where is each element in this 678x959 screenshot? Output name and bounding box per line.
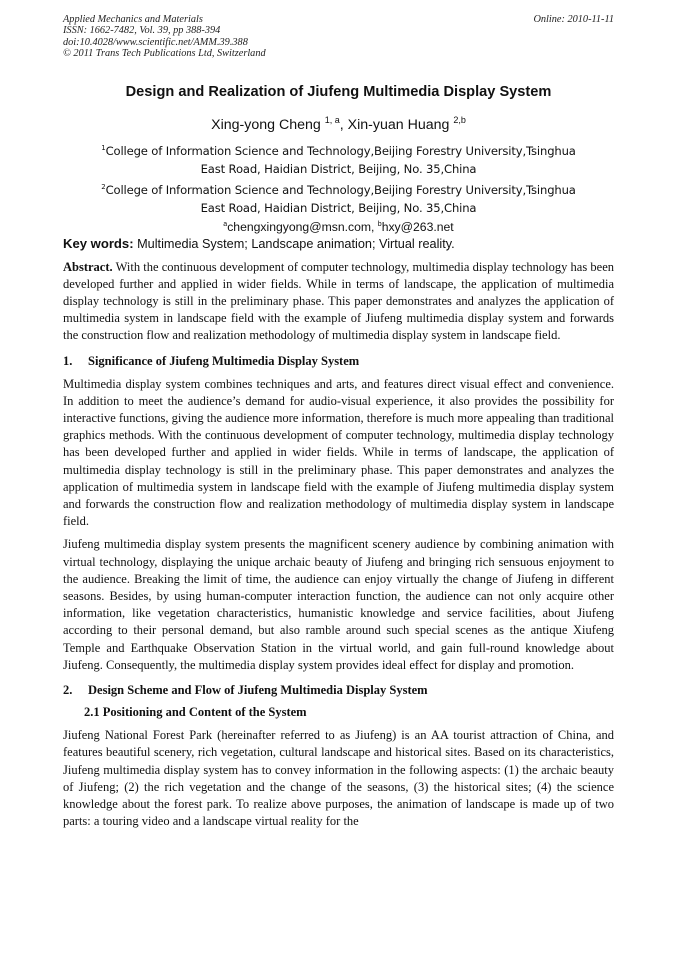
issn-line: ISSN: 1662-7482, Vol. 39, pp 388-394 <box>63 25 221 37</box>
author-emails <box>63 218 614 234</box>
abstract <box>63 259 614 345</box>
email-a: chengxingyong@msn.com, <box>227 219 378 234</box>
affiliation-1-line2: East Road, Haidian District, Beijing, No. 35,China <box>200 161 477 176</box>
keywords <box>63 236 614 251</box>
email-a-marker: a <box>223 220 228 228</box>
abstract-text: With the continuous development of computer technology, multimedia display technology has been developed further and applied in wider fields. While in terms of landscape, the application of multimedia display technology is still in the preliminary phase. This paper demonstrates and analyzes the application of multimedia system in landscape field with the example of Jiufeng multimedia display system and forwards the construction flow and realization methodology of multimedia display system in landscape field. <box>63 259 614 343</box>
affiliation-2-line1: College of Information Science and Technology,Beijing Forestry University,Tsinghua <box>105 182 576 197</box>
section-1-heading <box>63 354 614 369</box>
section-1-title: Significance of Jiufeng Multimedia Display System <box>88 353 360 368</box>
section-1-paragraph-1: Multimedia display system combines techniques and arts, and features direct visual effect and convenience. In addition to meet the audience’s demand for audio-visual experience, it also provides the possibility for interactive functions, giving the audience more information, therefore is much more appealing than traditional graphics methods. With the continuous development of computer technology, multimedia display technology has been developed further and applied in wider fields. While in terms of landscape, the application of multimedia display technology is still in the preliminary phase. This paper demonstrates and analyzes the application of multimedia system in landscape field with the example of Jiufeng multimedia display system and forwards the construction flow and realization methodology of multimedia display system in landscape field. <box>63 376 614 529</box>
affiliation-2-line2: East Road, Haidian District, Beijing, No. 35,China <box>200 200 477 215</box>
keywords-label: Key words: <box>63 235 134 251</box>
paper-title: Design and Realization of Jiufeng Multimedia Display System <box>125 83 552 100</box>
copyright-line: © 2011 Trans Tech Publications Ltd, Switzerland <box>63 48 266 60</box>
affiliation-1 <box>63 139 614 178</box>
online-date: Online: 2010-11-11 <box>533 14 614 25</box>
section-1-paragraph-2: Jiufeng multimedia display system presents the magnificent scenery audience by combining animation with virtual technology, displaying the unique archaic beauty of Jiufeng and bringing rich sensuous enjoyment to the audience. Breaking the limit of time, the audience can enjoy virtually the change of Jiufeng in different seasons. Besides, by using human-computer interaction function, the audience can not only acquire other information, like vegetation characteristics, humanistic knowledge and service facilities, about Jiufeng according to their personal demand, but also ramble around such special scenes as the antique Xiufeng Temple and Earthquake Observation Station in the virtual world, and gain full-round knowledge about Jiufeng. Consequently, the multimedia display system provides ideal effect for display and promotion. <box>63 537 614 672</box>
subsection-2-1-heading: 2.1 Positioning and Content of the System <box>84 705 307 720</box>
section-2-title: Design Scheme and Flow of Jiufeng Multimedia Display System <box>88 683 428 698</box>
keywords-text: Multimedia System; Landscape animation; Virtual reality. <box>133 236 455 251</box>
author-1: Xing-yong Cheng <box>211 116 321 133</box>
section-2-number: 2. <box>63 683 73 698</box>
section-2-paragraph-1: Jiufeng National Forest Park (hereinafter referred to as Jiufeng) is an AA tourist attraction of China, and features beautiful scenery, rich vegetation, cultural landscape and historical sites. Based on its characteristics, Jiufeng multimedia display system has to convey information in the following aspects: (1) the archaic beauty of Jiufeng; (2) the rich vegetation and the change of the seasons, (3) the historical sites; (4) the science knowledge about the forest park. To realize above purposes, the animation of landscape is made up of two parts: a touring video and a landscape virtual reality for the <box>63 728 614 829</box>
author-separator: , <box>339 116 348 133</box>
section-2-heading <box>63 683 614 698</box>
abstract-label: Abstract. <box>63 259 113 274</box>
author-2-affil: 2,b <box>453 114 466 125</box>
journal-header <box>63 14 614 60</box>
paper-page <box>63 14 614 830</box>
email-b-marker: b <box>377 220 382 228</box>
doi-line: doi:10.4028/www.scientific.net/AMM.39.388 <box>63 36 248 48</box>
email-b: hxy@263.net <box>381 219 454 234</box>
affiliation-2-number: 2 <box>101 182 106 191</box>
author-2: Xin-yuan Huang <box>347 116 450 133</box>
author-list <box>63 115 614 133</box>
affiliation-1-number: 1 <box>101 143 106 152</box>
section-1-number: 1. <box>63 353 73 368</box>
affiliation-2 <box>63 178 614 217</box>
affiliation-1-line1: College of Information Science and Technology,Beijing Forestry University,Tsinghua <box>105 143 576 158</box>
author-1-affil: 1, a <box>324 114 340 125</box>
journal-name: Applied Mechanics and Materials <box>63 14 203 25</box>
